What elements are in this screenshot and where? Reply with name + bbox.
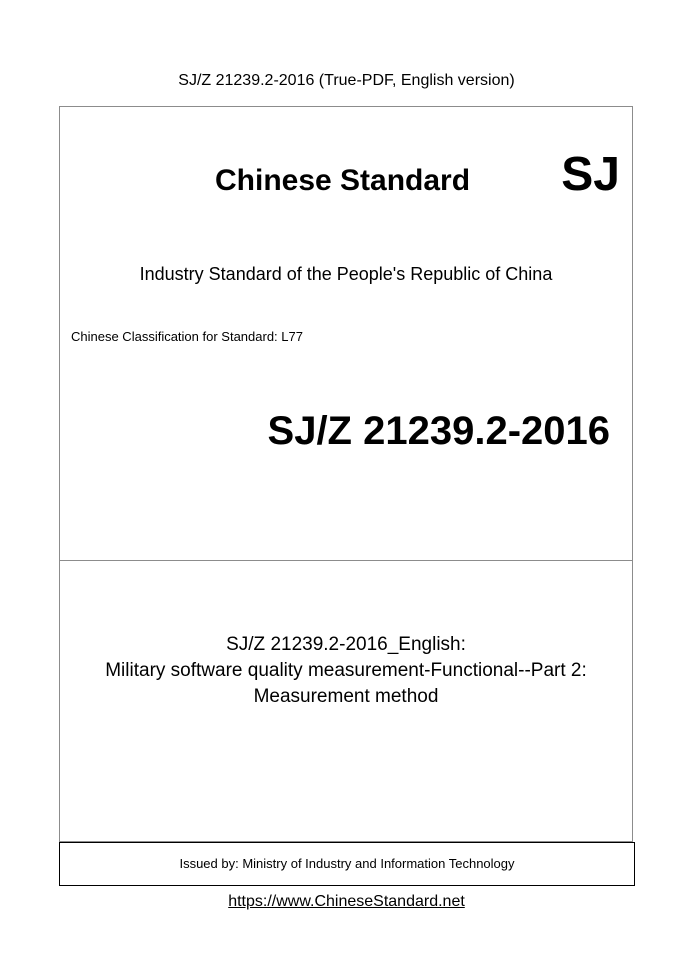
document-title-line: Measurement method (253, 686, 439, 707)
issuer-box: Issued by: Ministry of Industry and Information Technology (59, 842, 635, 886)
document-title (60, 632, 632, 710)
standard-code-mark: SJ (561, 148, 620, 201)
standard-number: SJ/Z 21239.2-2016 (267, 409, 610, 453)
document-title-line: Military software quality measurement-Functional--Part 2: (105, 660, 587, 681)
section-divider (60, 560, 632, 561)
header-caption: SJ/Z 21239.2-2016 (True-PDF, English version) (178, 72, 515, 89)
cover-frame (59, 106, 633, 842)
document-title-line: SJ/Z 21239.2-2016_English: (226, 634, 466, 655)
website-link[interactable]: https://www.ChineseStandard.net (228, 893, 465, 910)
cover-title: Chinese Standard (215, 164, 471, 197)
footer (0, 893, 693, 911)
classification-line: Chinese Classification for Standard: L77 (71, 329, 303, 344)
industry-standard-line: Industry Standard of the People's Republic of China (139, 264, 553, 284)
